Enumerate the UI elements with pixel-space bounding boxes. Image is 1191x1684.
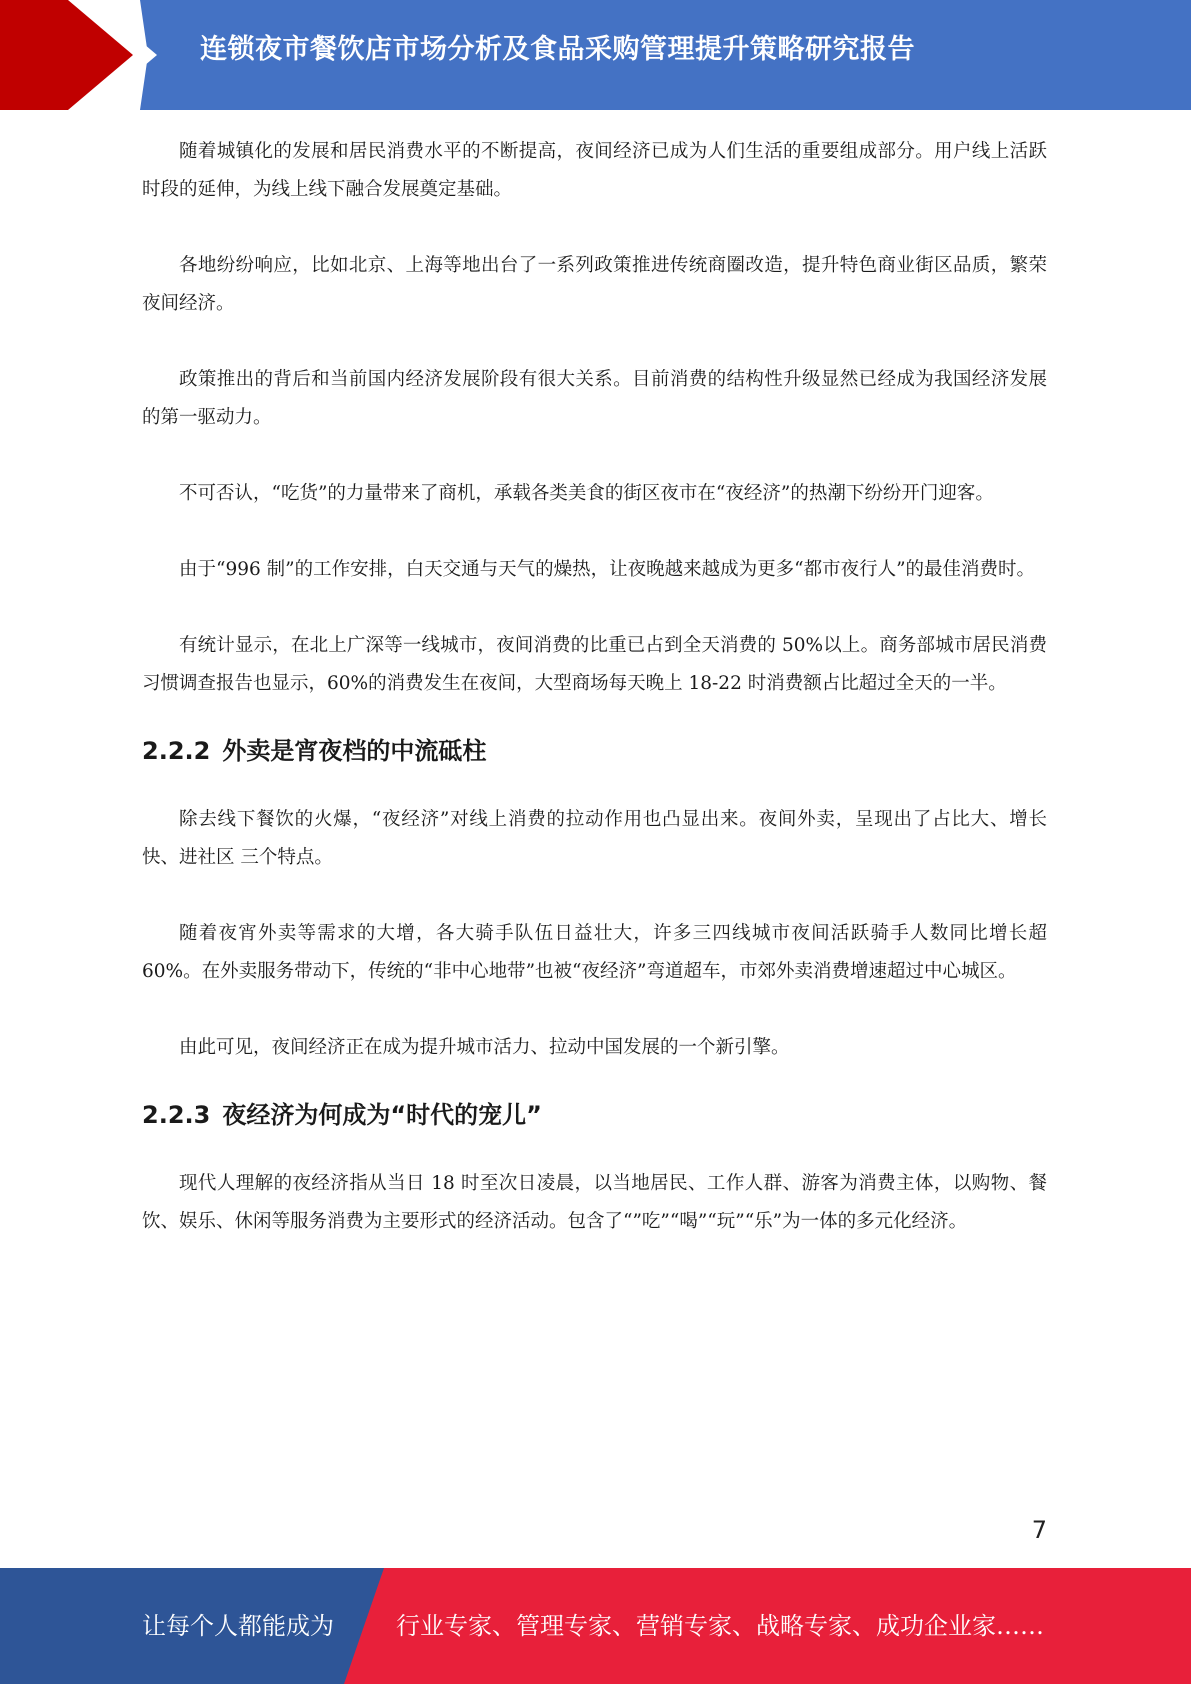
footer-slogan-left: 让每个人都能成为 <box>142 1612 334 1640</box>
paragraph: 除去线下餐饮的火爆，“夜经济”对线上消费的拉动作用也凸显出来。夜间外卖，呈现出了占比大、增长快、进社区 三个特点。 <box>142 809 1047 868</box>
section-heading-2-2-3 <box>142 1095 1047 1135</box>
paragraph: 随着夜宵外卖等需求的大增，各大骑手队伍日益壮大，许多三四线城市夜间活跃骑手人数同比增长超 60%。在外卖服务带动下，传统的“非中心地带”也被“夜经济”弯道超车，市郊外卖消费增速超过中心城区。 <box>142 923 1047 982</box>
paragraph: 各地纷纷响应，比如北京、上海等地出台了一系列政策推进传统商圈改造，提升特色商业街区品质，繁荣夜间经济。 <box>142 255 1047 314</box>
section-title: 夜经济为何成为“时代的宠儿” <box>222 1101 542 1129</box>
page-footer <box>0 1568 1191 1684</box>
paragraph: 政策推出的背后和当前国内经济发展阶段有很大关系。目前消费的结构性升级显然已经成为我国经济发展的第一驱动力。 <box>142 369 1047 428</box>
paragraph: 随着城镇化的发展和居民消费水平的不断提高，夜间经济已成为人们生活的重要组成部分。用户线上活跃时段的延伸，为线上线下融合发展奠定基础。 <box>142 141 1047 200</box>
section-number: 2.2.2 <box>142 737 211 765</box>
paragraph: 由此可见，夜间经济正在成为提升城市活力、拉动中国发展的一个新引擎。 <box>179 1037 790 1058</box>
footer-slogan-right: 行业专家、管理专家、营销专家、战略专家、成功企业家…… <box>396 1612 1044 1640</box>
page-content <box>142 133 1047 1241</box>
paragraph: 不可否认，“吃货”的力量带来了商机，承载各类美食的街区夜市在“夜经济”的热潮下纷纷开门迎客。 <box>179 483 994 504</box>
document-title: 连锁夜市餐饮店市场分析及食品采购管理提升策略研究报告 <box>200 34 915 65</box>
page-number: 7 <box>1031 1516 1047 1544</box>
section-heading-2-2-2 <box>142 731 1047 771</box>
page-header <box>0 0 1191 110</box>
paragraph: 由于“996 制”的工作安排，白天交通与天气的燥热，让夜晚越来越成为更多“都市夜行人”的最佳消费时。 <box>179 559 1036 580</box>
section-title: 外卖是宵夜档的中流砥柱 <box>222 737 487 765</box>
paragraph: 有统计显示，在北上广深等一线城市，夜间消费的比重已占到全天消费的 50%以上。商务部城市居民消费习惯调查报告也显示，60%的消费发生在夜间，大型商场每天晚上 18-22 时消费额占比超过全天的一半。 <box>142 635 1047 694</box>
section-number: 2.2.3 <box>142 1101 211 1129</box>
paragraph: 现代人理解的夜经济指从当日 18 时至次日凌晨，以当地居民、工作人群、游客为消费主体，以购物、餐饮、娱乐、休闲等服务消费为主要形式的经济活动。包含了“”吃”“喝”“玩”“乐”为一体的多元化经济。 <box>142 1173 1047 1232</box>
